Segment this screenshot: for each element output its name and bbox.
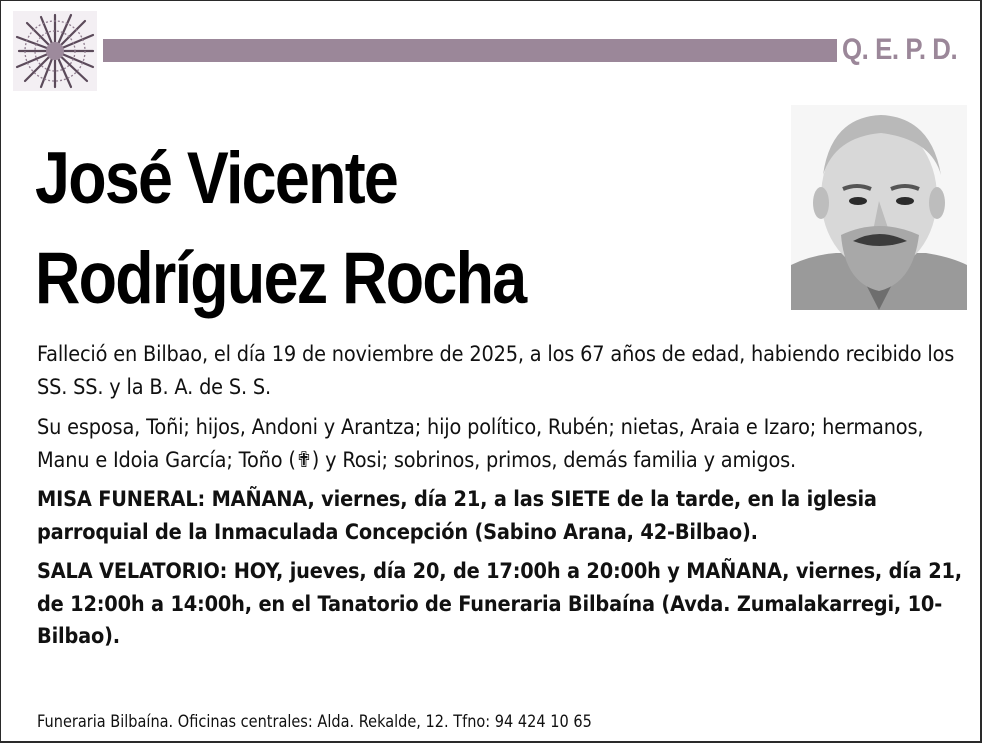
cross-icon: ✟: [295, 447, 312, 473]
family-list-part-2: ) y Rosi; sobrinos, primos, demás familia y amigos.: [311, 447, 796, 473]
obituary-body: [37, 339, 967, 661]
death-announcement: Falleció en Bilbao, el día 19 de noviembre de 2025, a los 67 años de edad, habiendo recibido los SS. SS. y la B. A. de S. S.: [37, 342, 955, 400]
family-list: [37, 412, 964, 477]
family-list-part-1: Su esposa, Toñi; hijos, Andoni y Arantza; hijo político, Rubén; nietas, Araia e Izaro; hermanos, Manu e Idoia García; Toño (: [37, 415, 924, 473]
name-line-2: Rodríguez Rocha: [35, 238, 526, 319]
name-line-1: José Vicente: [35, 138, 398, 219]
funeral-home-footer: Funeraria Bilbaína. Oficinas centrales: Alda. Rekalde, 12. Tfno: 94 424 10 65: [37, 712, 592, 731]
portrait-photo: [791, 105, 967, 310]
funeral-mass-info: MISA FUNERAL: MAÑANA, viernes, día 21, a las SIETE de la tarde, en la iglesia parroquial de la Inmaculada Concepción (Sabino Arana, 42-Bilbao).: [37, 487, 877, 545]
deceased-name: [35, 129, 525, 329]
wake-room-info: SALA VELATORIO: HOY, jueves, día 20, de 17:00h a 20:00h y MAÑANA, viernes, día 21, de 12:00h a 14:00h, en el Tanatorio de Funeraria Bilbaína (Avda. Zumalakarregi, 10-Bilbao).: [37, 559, 962, 649]
qepd-badge: Q. E. P. D.: [842, 33, 958, 66]
flower-emblem-icon: [13, 11, 97, 91]
header-bar: [103, 39, 837, 62]
